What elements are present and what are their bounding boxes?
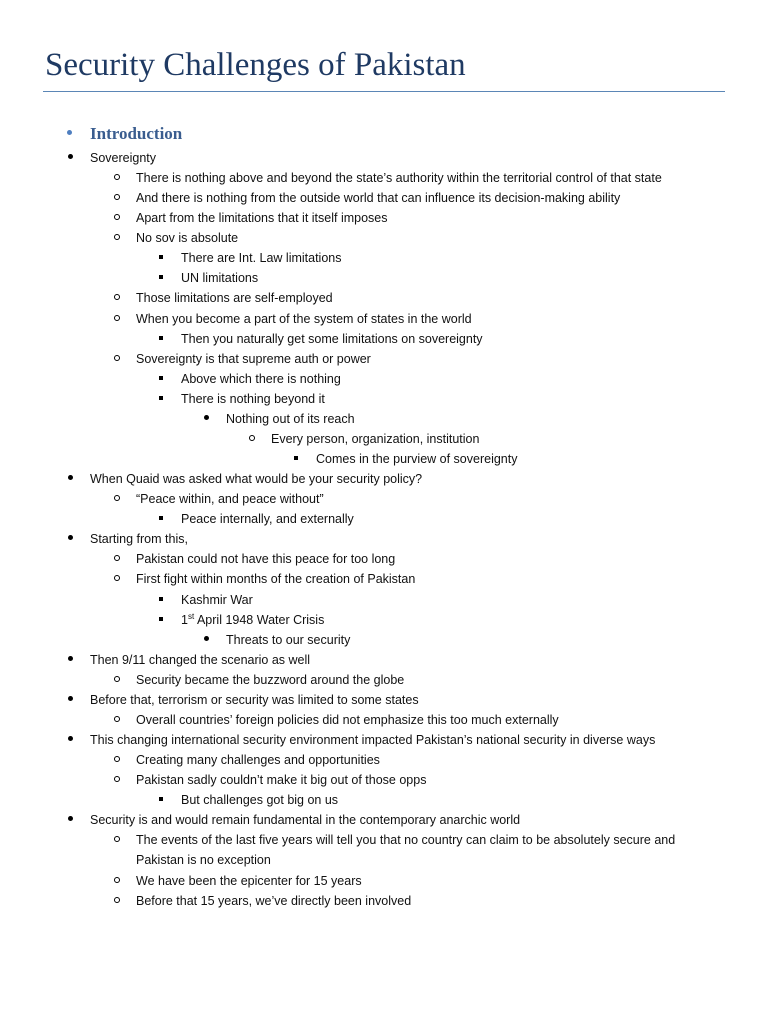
outline-item-text: And there is nothing from the outside world that can influence its decision-making ability (136, 191, 621, 206)
bullet-circle-icon (114, 355, 120, 361)
bullet-circle-icon (114, 194, 120, 200)
bullet-disc-icon (68, 154, 73, 159)
outline-item-text: Pakistan sadly couldn’t make it big out of those opps (136, 773, 427, 788)
outline-item-text: This changing international security environment impacted Pakistan’s national security in diverse ways (90, 733, 656, 748)
outline-item-text: When you become a part of the system of states in the world (136, 311, 472, 326)
bullet-square-icon (159, 376, 163, 380)
outline-item-text: Pakistan is no exception (136, 853, 271, 868)
bullet-circle-icon (114, 776, 120, 782)
bullet-circle-icon (114, 575, 120, 581)
bullet-square-icon (159, 797, 163, 801)
outline-item-text: Security is and would remain fundamental in the contemporary anarchic world (90, 813, 521, 828)
bullet-circle-icon (114, 234, 120, 240)
outline-item-text: The events of the last five years will tell you that no country can claim to be absolutely secure and (136, 833, 676, 848)
title-underline (43, 91, 725, 92)
outline-item-text: “Peace within, and peace without” (136, 492, 324, 507)
bullet-square-icon (159, 617, 163, 621)
outline-item-text: There is nothing above and beyond the state’s authority within the territorial control of that state (136, 171, 662, 186)
outline-item-text: Every person, organization, institution (271, 431, 480, 446)
bullet-circle-icon (114, 716, 120, 722)
outline-item-text: Before that 15 years, we’ve directly been involved (136, 893, 412, 908)
outline-item-text: Before that, terrorism or security was limited to some states (90, 692, 419, 707)
bullet-circle-icon (114, 315, 120, 321)
outline-item-text: Creating many challenges and opportunities (136, 753, 380, 768)
bullet-disc-icon (204, 415, 209, 420)
bullet-disc-icon (68, 736, 73, 741)
document-title: Security Challenges of Pakistan (45, 47, 466, 83)
outline-item-text: Nothing out of its reach (226, 411, 355, 426)
outline-item-text: Starting from this, (90, 532, 188, 547)
outline-item-text: But challenges got big on us (181, 793, 339, 808)
outline-item-text: Security became the buzzword around the globe (136, 672, 405, 687)
bullet-circle-icon (114, 897, 120, 903)
bullet-circle-icon (114, 555, 120, 561)
outline-item-text: Sovereignty is that supreme auth or power (136, 351, 371, 366)
bullet-disc-icon (68, 535, 73, 540)
bullet-disc-icon (68, 816, 73, 821)
bullet-circle-icon (249, 435, 255, 441)
outline-item-text: Those limitations are self-employed (136, 291, 333, 306)
outline-item-text: First fight within months of the creation of Pakistan (136, 572, 416, 587)
bullet-disc-icon (68, 656, 73, 661)
outline-item-text: Kashmir War (181, 592, 253, 607)
outline-item-text: Then you naturally get some limitations on sovereignty (181, 331, 483, 346)
outline-item-text: Above which there is nothing (181, 371, 341, 386)
outline-item-text: Pakistan could not have this peace for too long (136, 552, 396, 567)
outline-item-text: There is nothing beyond it (181, 391, 325, 406)
heading-bullet-icon (67, 130, 72, 135)
bullet-circle-icon (114, 294, 120, 300)
bullet-square-icon (159, 396, 163, 400)
bullet-circle-icon (114, 877, 120, 883)
bullet-square-icon (159, 597, 163, 601)
outline-item-text: We have been the epicenter for 15 years (136, 873, 362, 888)
outline-item-text: Then 9/11 changed the scenario as well (90, 652, 311, 667)
bullet-circle-icon (114, 214, 120, 220)
outline-item-text: Comes in the purview of sovereignty (316, 452, 518, 467)
bullet-disc-icon (68, 696, 73, 701)
outline-item-text: Peace internally, and externally (181, 512, 354, 527)
bullet-circle-icon (114, 174, 120, 180)
bullet-square-icon (159, 516, 163, 520)
bullet-square-icon (159, 255, 163, 259)
outline-item-text: Overall countries’ foreign policies did not emphasize this too much externally (136, 712, 559, 727)
outline-item-text: Threats to our security (226, 632, 351, 647)
outline-item-text: Apart from the limitations that it itself imposes (136, 211, 388, 226)
bullet-disc-icon (204, 636, 209, 641)
bullet-square-icon (294, 456, 298, 460)
outline-item-text: 1st April 1948 Water Crisis (181, 611, 325, 627)
outline-item-text: No sov is absolute (136, 231, 239, 246)
outline-item-text: UN limitations (181, 271, 259, 286)
bullet-circle-icon (114, 495, 120, 501)
outline-item-text: There are Int. Law limitations (181, 251, 342, 266)
section-heading: Introduction (90, 124, 183, 143)
outline-item-text: Sovereignty (90, 151, 157, 165)
outline-item-text: When Quaid was asked what would be your security policy? (90, 472, 423, 487)
bullet-circle-icon (114, 836, 120, 842)
bullet-square-icon (159, 275, 163, 279)
bullet-square-icon (159, 336, 163, 340)
bullet-disc-icon (68, 475, 73, 480)
bullet-circle-icon (114, 756, 120, 762)
bullet-circle-icon (114, 676, 120, 682)
